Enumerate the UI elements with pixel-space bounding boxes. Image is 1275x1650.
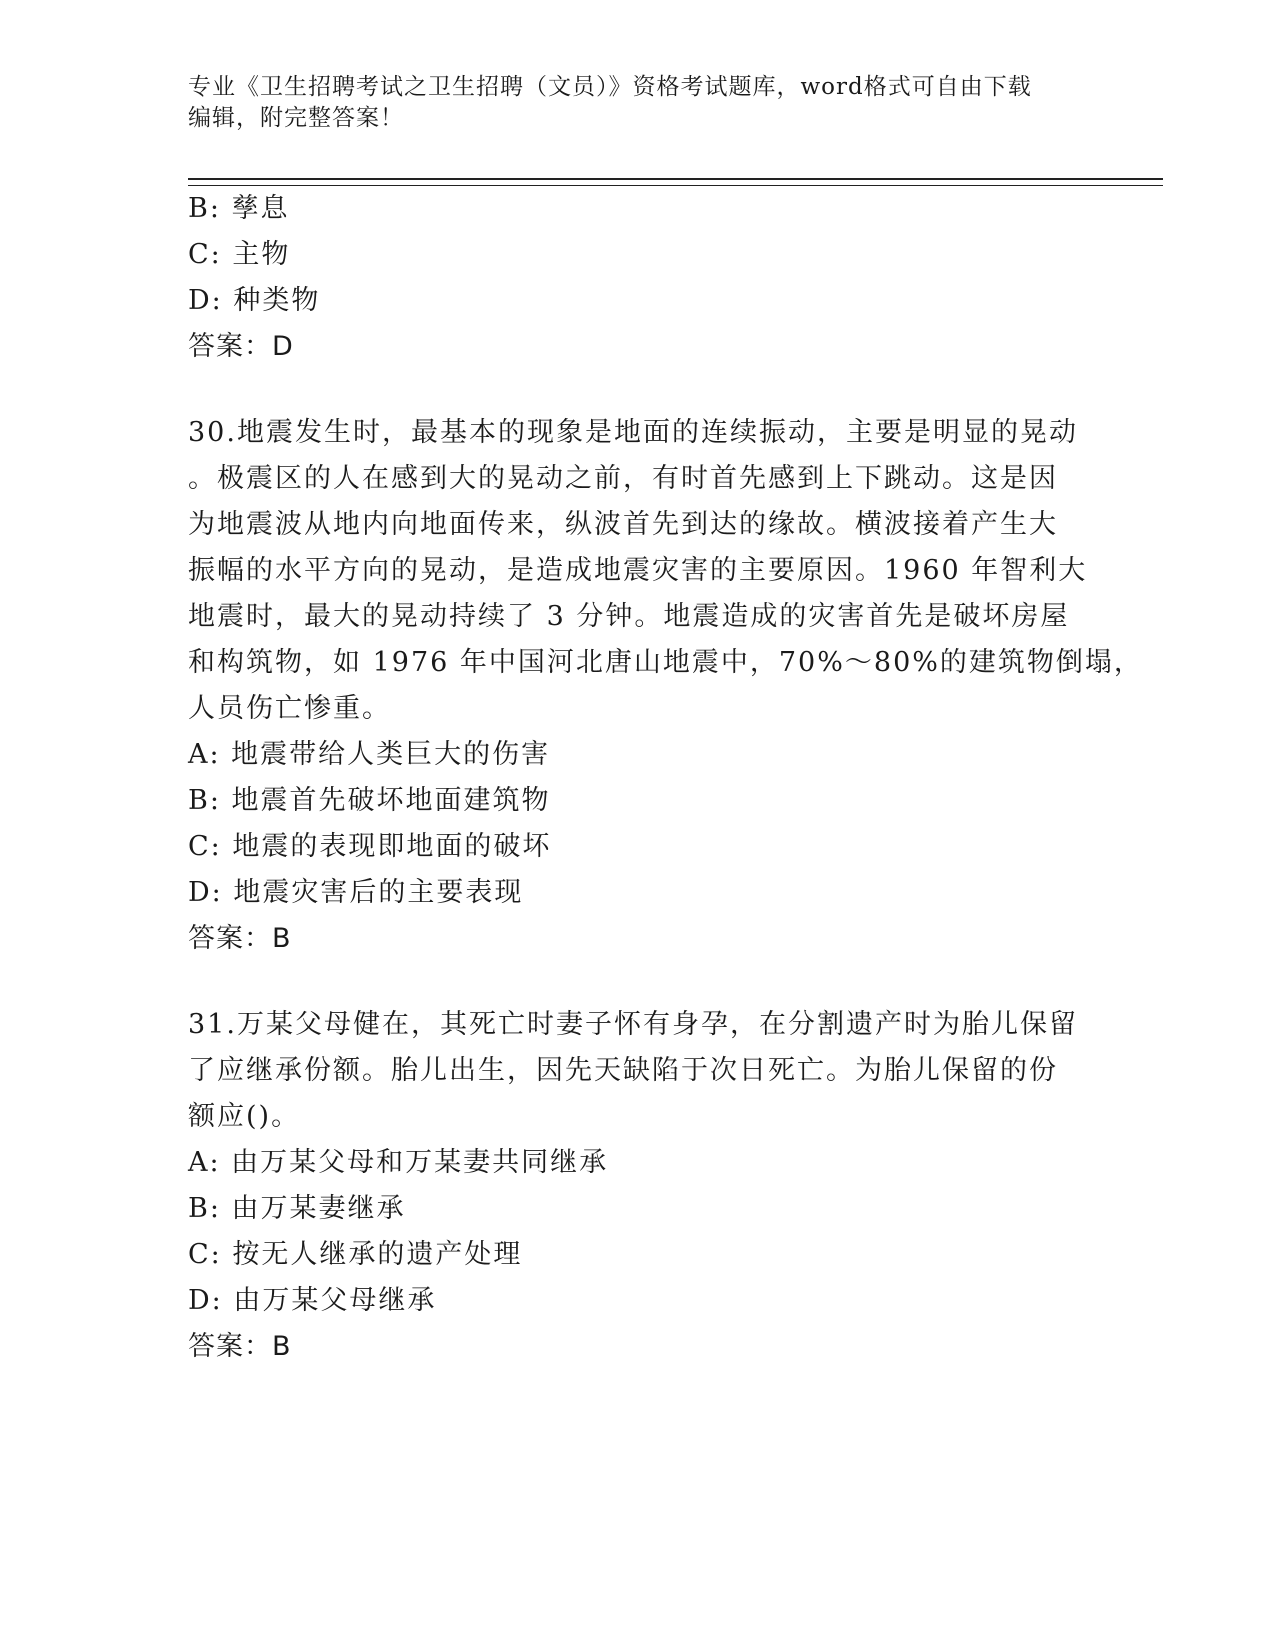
question-stem-line: 人员伤亡惨重。: [188, 693, 391, 724]
option-a: A: 地震带给人类巨大的伤害: [188, 739, 551, 770]
document-header: [188, 72, 1088, 134]
question-stem-line: 振幅的水平方向的晃动，是造成地震灾害的主要原因。1960 年智利大: [188, 555, 1088, 586]
question-stem-line: 。极震区的人在感到大的晃动之前，有时首先感到上下跳动。这是因: [188, 463, 1058, 494]
answer-label: 答案：D: [188, 331, 294, 362]
answer-label: 答案：B: [188, 1331, 292, 1362]
option-c: C: 按无人继承的遗产处理: [188, 1239, 523, 1270]
option-c: C: 主物: [188, 239, 291, 270]
question-stem-line: 地震时，最大的晃动持续了 3 分钟。地震造成的灾害首先是破坏房屋: [188, 601, 1070, 632]
option-b: B: 由万某妻继承: [188, 1193, 406, 1224]
header-title-line-2: 编辑，附完整答案！: [188, 105, 404, 131]
question-31: [188, 1002, 1088, 1370]
option-b: B: 孳息: [188, 193, 290, 224]
header-title-line-1: 专业《卫生招聘考试之卫生招聘（文员）》资格考试题库，word格式可自由下载: [188, 74, 1032, 100]
question-30: [188, 410, 1143, 962]
question-stem-line: 了应继承份额。胎儿出生，因先天缺陷于次日死亡。为胎儿保留的份: [188, 1055, 1058, 1086]
option-c: C: 地震的表现即地面的破坏: [188, 831, 552, 862]
question-stem-line: 为地震波从地内向地面传来，纵波首先到达的缘故。横波接着产生大: [188, 509, 1058, 540]
option-d: D: 种类物: [188, 285, 321, 316]
question-stem-line: 和构筑物，如 1976 年中国河北唐山地震中，70%～80%的建筑物倒塌，: [188, 647, 1143, 678]
document-body: [188, 186, 1143, 1370]
header-divider: [188, 178, 1163, 186]
option-d: D: 由万某父母继承: [188, 1285, 437, 1316]
question-stem-line: 31.万某父母健在，其死亡时妻子怀有身孕，在分割遗产时为胎儿保留: [188, 1009, 1078, 1040]
option-b: B: 地震首先破坏地面建筑物: [188, 785, 551, 816]
question-stem-line: 30.地震发生时，最基本的现象是地面的连续振动，主要是明显的晃动: [188, 417, 1078, 448]
option-d: D: 地震灾害后的主要表现: [188, 877, 524, 908]
prev-question-options: [188, 186, 1088, 370]
question-stem-line: 额应()。: [188, 1101, 301, 1132]
answer-label: 答案：B: [188, 923, 292, 954]
option-a: A: 由万某父母和万某妻共同继承: [188, 1147, 609, 1178]
